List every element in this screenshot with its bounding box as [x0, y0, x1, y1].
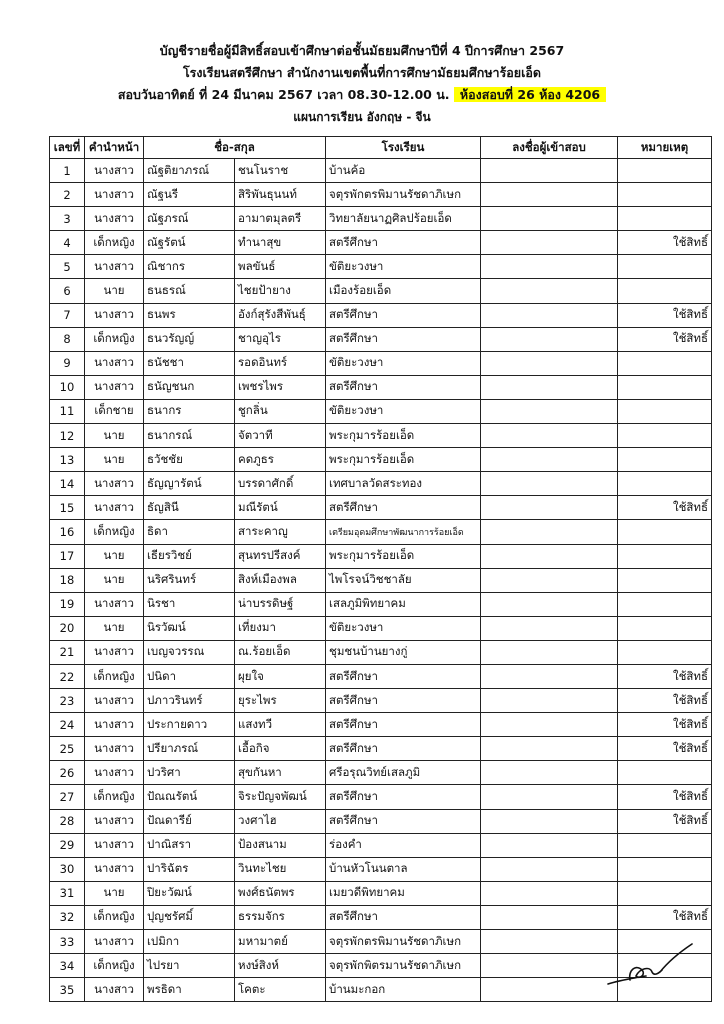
cell-first-name: ปัณณรัตน์: [144, 785, 235, 809]
cell-title: นาย: [85, 279, 144, 303]
cell-school: จตุรพักตรพิมานรัชดาภิเษก: [326, 930, 481, 954]
header-school: โรงเรียน: [326, 137, 481, 159]
cell-title: นางสาว: [85, 159, 144, 183]
cell-last-name: สุขกันหา: [235, 761, 326, 785]
cell-first-name: ณัฐนรี: [144, 183, 235, 207]
cell-remark: [618, 255, 712, 279]
table-row: [50, 640, 712, 664]
table-row: [50, 207, 712, 231]
cell-no: 18: [50, 568, 85, 592]
cell-title: เด็กหญิง: [85, 231, 144, 255]
table-row: [50, 303, 712, 327]
cell-signature: [481, 905, 618, 929]
table-row: [50, 761, 712, 785]
table-row: [50, 496, 712, 520]
cell-signature: [481, 351, 618, 375]
cell-title: นางสาว: [85, 689, 144, 713]
table-row: [50, 424, 712, 448]
cell-signature: [481, 616, 618, 640]
cell-no: 20: [50, 616, 85, 640]
cell-signature: [481, 255, 618, 279]
study-plan-line: แผนการเรียน อังกฤษ - จีน: [293, 110, 431, 124]
cell-title: นางสาว: [85, 761, 144, 785]
cell-remark: [618, 351, 712, 375]
cell-signature: [481, 640, 618, 664]
cell-title: นางสาว: [85, 255, 144, 279]
cell-last-name: ชูกลิ่น: [235, 399, 326, 423]
cell-signature: [481, 689, 618, 713]
cell-first-name: เปมิกา: [144, 930, 235, 954]
candidate-table: [49, 136, 712, 1002]
cell-school: ขัติยะวงษา: [326, 399, 481, 423]
cell-school: เมืองร้อยเอ็ด: [326, 279, 481, 303]
cell-school: จตุรพักพิตรมานรัชดาภิเษก: [326, 954, 481, 978]
cell-school: บ้านค้อ: [326, 159, 481, 183]
cell-last-name: รอดอินทร์: [235, 351, 326, 375]
cell-signature: [481, 303, 618, 327]
cell-signature: [481, 424, 618, 448]
cell-school: บ้านมะกอก: [326, 978, 481, 1002]
cell-no: 33: [50, 930, 85, 954]
cell-title: นาย: [85, 881, 144, 905]
cell-no: 35: [50, 978, 85, 1002]
cell-school: เสลภูมิพิทยาคม: [326, 592, 481, 616]
cell-remark: [618, 881, 712, 905]
cell-no: 24: [50, 713, 85, 737]
cell-school: สตรีศึกษา: [326, 496, 481, 520]
cell-no: 1: [50, 159, 85, 183]
cell-first-name: ปนิดา: [144, 664, 235, 688]
cell-no: 4: [50, 231, 85, 255]
title-line-2: โรงเรียนสตรีศึกษา สำนักงานเขตพื้นที่การศึกษามัธยมศึกษาร้อยเอ็ด: [182, 65, 542, 80]
table-row: [50, 568, 712, 592]
cell-title: เด็กหญิง: [85, 785, 144, 809]
cell-no: 14: [50, 472, 85, 496]
cell-no: 29: [50, 833, 85, 857]
cell-signature: [481, 327, 618, 351]
cell-last-name: ทำนาสุข: [235, 231, 326, 255]
cell-no: 13: [50, 448, 85, 472]
cell-first-name: ณิชากร: [144, 255, 235, 279]
cell-no: 26: [50, 761, 85, 785]
cell-first-name: ธนธรณ์: [144, 279, 235, 303]
cell-remark: ใช้สิทธิ์: [618, 785, 712, 809]
table-row: [50, 905, 712, 929]
cell-remark: [618, 544, 712, 568]
cell-first-name: ธนากร: [144, 399, 235, 423]
cell-no: 6: [50, 279, 85, 303]
cell-remark: [618, 207, 712, 231]
cell-title: นางสาว: [85, 833, 144, 857]
cell-title: นางสาว: [85, 183, 144, 207]
cell-remark: [618, 448, 712, 472]
cell-no: 32: [50, 905, 85, 929]
cell-signature: [481, 159, 618, 183]
cell-no: 25: [50, 737, 85, 761]
cell-last-name: ไชยป้ายาง: [235, 279, 326, 303]
cell-signature: [481, 930, 618, 954]
table-row: [50, 327, 712, 351]
cell-no: 19: [50, 592, 85, 616]
cell-no: 28: [50, 809, 85, 833]
cell-remark: [618, 424, 712, 448]
cell-first-name: ธนากรณ์: [144, 424, 235, 448]
cell-title: เด็กหญิง: [85, 327, 144, 351]
cell-no: 17: [50, 544, 85, 568]
cell-school: สตรีศึกษา: [326, 303, 481, 327]
cell-no: 11: [50, 399, 85, 423]
cell-last-name: ชาญอุไร: [235, 327, 326, 351]
cell-school: ขัติยะวงษา: [326, 616, 481, 640]
table-row: [50, 351, 712, 375]
cell-title: นางสาว: [85, 303, 144, 327]
cell-remark: [618, 640, 712, 664]
cell-signature: [481, 520, 618, 544]
cell-school: สตรีศึกษา: [326, 737, 481, 761]
cell-school: วิทยาลัยนาฏศิลปร้อยเอ็ด: [326, 207, 481, 231]
cell-signature: [481, 496, 618, 520]
cell-title: นางสาว: [85, 351, 144, 375]
cell-school: ร่องคำ: [326, 833, 481, 857]
cell-school: จตุรพักตรพิมานรัชดาภิเษก: [326, 183, 481, 207]
cell-signature: [481, 544, 618, 568]
table-row: [50, 785, 712, 809]
cell-title: นางสาว: [85, 737, 144, 761]
cell-no: 10: [50, 375, 85, 399]
table-row: [50, 809, 712, 833]
cell-school: เตรียมอุดมศึกษาพัฒนาการร้อยเอ็ด: [326, 520, 481, 544]
cell-last-name: มณีรัตน์: [235, 496, 326, 520]
cell-title: เด็กหญิง: [85, 905, 144, 929]
cell-no: 7: [50, 303, 85, 327]
cell-last-name: จิระปัญจพัฒน์: [235, 785, 326, 809]
cell-remark: [618, 159, 712, 183]
cell-title: นางสาว: [85, 375, 144, 399]
cell-signature: [481, 881, 618, 905]
cell-first-name: ปุญชรัศมิ์: [144, 905, 235, 929]
cell-signature: [481, 978, 618, 1002]
cell-last-name: วินทะไชย: [235, 857, 326, 881]
cell-remark: [618, 520, 712, 544]
header-sign: ลงชื่อผู้เข้าสอบ: [481, 137, 618, 159]
header-title: คำนำหน้า: [85, 137, 144, 159]
cell-first-name: ปรียาภรณ์: [144, 737, 235, 761]
cell-no: 23: [50, 689, 85, 713]
header-no: เลขที่: [50, 137, 85, 159]
cell-school: สตรีศึกษา: [326, 905, 481, 929]
cell-signature: [481, 568, 618, 592]
cell-last-name: เที่ยงมา: [235, 616, 326, 640]
cell-remark: ใช้สิทธิ์: [618, 737, 712, 761]
cell-remark: [618, 279, 712, 303]
cell-title: นางสาว: [85, 809, 144, 833]
cell-first-name: ธนวรัญญ์: [144, 327, 235, 351]
cell-school: เมยวดีพิทยาคม: [326, 881, 481, 905]
cell-last-name: สิริพันธุนนท์: [235, 183, 326, 207]
cell-signature: [481, 809, 618, 833]
table-row: [50, 881, 712, 905]
cell-signature: [481, 399, 618, 423]
cell-no: 27: [50, 785, 85, 809]
cell-last-name: ณ.ร้อยเอ็ด: [235, 640, 326, 664]
header-name: ชื่อ-สกุล: [144, 137, 326, 159]
cell-remark: ใช้สิทธิ์: [618, 713, 712, 737]
cell-remark: [618, 592, 712, 616]
cell-no: 21: [50, 640, 85, 664]
cell-last-name: ยุระไพร: [235, 689, 326, 713]
cell-remark: [618, 568, 712, 592]
table-row: [50, 255, 712, 279]
cell-remark: ใช้สิทธิ์: [618, 905, 712, 929]
table-row: [50, 399, 712, 423]
cell-remark: ใช้สิทธิ์: [618, 809, 712, 833]
cell-last-name: สิงห์เมืองพล: [235, 568, 326, 592]
cell-last-name: จัตวาที: [235, 424, 326, 448]
cell-title: นางสาว: [85, 472, 144, 496]
cell-last-name: น่าบรรดิษฐ์: [235, 592, 326, 616]
table-row: [50, 183, 712, 207]
cell-remark: [618, 761, 712, 785]
cell-no: 22: [50, 664, 85, 688]
cell-first-name: ณัฐรัตน์: [144, 231, 235, 255]
cell-title: เด็กหญิง: [85, 954, 144, 978]
cell-no: 2: [50, 183, 85, 207]
cell-last-name: มหามาตย์: [235, 930, 326, 954]
cell-last-name: ชนโนราช: [235, 159, 326, 183]
cell-no: 12: [50, 424, 85, 448]
cell-school: เทศบาลวัดสระทอง: [326, 472, 481, 496]
cell-title: นางสาว: [85, 857, 144, 881]
cell-remark: [618, 857, 712, 881]
cell-signature: [481, 279, 618, 303]
cell-title: เด็กชาย: [85, 399, 144, 423]
exam-date-line: [0, 84, 724, 106]
header-remark: หมายเหตุ: [618, 137, 712, 159]
cell-first-name: ธนพร: [144, 303, 235, 327]
cell-signature: [481, 592, 618, 616]
cell-first-name: ปภาวรินทร์: [144, 689, 235, 713]
cell-school: พระกุมารร้อยเอ็ด: [326, 544, 481, 568]
document-header: [0, 40, 724, 127]
cell-school: ไพโรจน์วิชชาลัย: [326, 568, 481, 592]
cell-signature: [481, 207, 618, 231]
cell-signature: [481, 713, 618, 737]
cell-title: นาย: [85, 424, 144, 448]
cell-last-name: วงศาไฮ: [235, 809, 326, 833]
cell-first-name: ประกายดาว: [144, 713, 235, 737]
cell-title: นางสาว: [85, 640, 144, 664]
table-row: [50, 472, 712, 496]
cell-last-name: ผุยใจ: [235, 664, 326, 688]
cell-signature: [481, 472, 618, 496]
exam-room-highlight: ห้องสอบที่ 26 ห้อง 4206: [454, 87, 606, 102]
cell-title: นาย: [85, 544, 144, 568]
cell-signature: [481, 183, 618, 207]
cell-title: นาย: [85, 616, 144, 640]
cell-remark: ใช้สิทธิ์: [618, 231, 712, 255]
cell-signature: [481, 664, 618, 688]
cell-last-name: คดภูธร: [235, 448, 326, 472]
table-row: [50, 616, 712, 640]
cell-title: เด็กหญิง: [85, 664, 144, 688]
table-row: [50, 664, 712, 688]
cell-school: สตรีศึกษา: [326, 713, 481, 737]
table-row: [50, 544, 712, 568]
cell-first-name: ปัณดารีย์: [144, 809, 235, 833]
table-row: [50, 159, 712, 183]
cell-school: ขัติยะวงษา: [326, 351, 481, 375]
cell-last-name: อังก์สุรังสีพันธุ์: [235, 303, 326, 327]
cell-school: พระกุมารร้อยเอ็ด: [326, 448, 481, 472]
cell-title: นางสาว: [85, 592, 144, 616]
cell-school: พระกุมารร้อยเอ็ด: [326, 424, 481, 448]
cell-remark: [618, 183, 712, 207]
cell-no: 9: [50, 351, 85, 375]
cell-no: 3: [50, 207, 85, 231]
table-row: [50, 713, 712, 737]
table-row: [50, 375, 712, 399]
cell-no: 16: [50, 520, 85, 544]
cell-remark: ใช้สิทธิ์: [618, 689, 712, 713]
cell-school: สตรีศึกษา: [326, 785, 481, 809]
cell-remark: [618, 472, 712, 496]
cell-school: ศรีอรุณวิทย์เสลภูมิ: [326, 761, 481, 785]
table-row: [50, 448, 712, 472]
cell-first-name: ธวัชชัย: [144, 448, 235, 472]
cell-no: 8: [50, 327, 85, 351]
table-row: [50, 857, 712, 881]
cell-first-name: ธิดา: [144, 520, 235, 544]
cell-last-name: เอื้อกิจ: [235, 737, 326, 761]
cell-title: เด็กหญิง: [85, 520, 144, 544]
cell-first-name: นริศรินทร์: [144, 568, 235, 592]
cell-school: สตรีศึกษา: [326, 231, 481, 255]
cell-school: ชุมชนบ้านยางกู่: [326, 640, 481, 664]
cell-last-name: ป้องสนาม: [235, 833, 326, 857]
cell-first-name: ไปรยา: [144, 954, 235, 978]
cell-first-name: พรธิดา: [144, 978, 235, 1002]
cell-signature: [481, 954, 618, 978]
cell-last-name: สุนทรปรีสงค์: [235, 544, 326, 568]
cell-signature: [481, 231, 618, 255]
cell-first-name: ปวริศา: [144, 761, 235, 785]
cell-signature: [481, 737, 618, 761]
cell-title: นาย: [85, 448, 144, 472]
cell-title: นางสาว: [85, 930, 144, 954]
signature-mark: [606, 940, 694, 988]
cell-first-name: ณัฐติยาภรณ์: [144, 159, 235, 183]
cell-first-name: นิรวัฒน์: [144, 616, 235, 640]
cell-school: สตรีศึกษา: [326, 375, 481, 399]
cell-school: สตรีศึกษา: [326, 689, 481, 713]
cell-title: นางสาว: [85, 496, 144, 520]
title-line-1: บัญชีรายชื่อผู้มีสิทธิ์สอบเข้าศึกษาต่อชั้นมัธยมศึกษาปีที่ 4 ปีการศึกษา 2567: [159, 43, 565, 58]
cell-first-name: ณัฐภรณ์: [144, 207, 235, 231]
table-row: [50, 833, 712, 857]
cell-last-name: สาระคาญู: [235, 520, 326, 544]
cell-last-name: ธรรมจักร: [235, 905, 326, 929]
table-row: [50, 737, 712, 761]
cell-first-name: ธัญญารัตน์: [144, 472, 235, 496]
cell-first-name: นิรชา: [144, 592, 235, 616]
cell-first-name: ธนัญชนก: [144, 375, 235, 399]
cell-remark: ใช้สิทธิ์: [618, 303, 712, 327]
cell-title: นางสาว: [85, 207, 144, 231]
cell-no: 15: [50, 496, 85, 520]
cell-remark: ใช้สิทธิ์: [618, 664, 712, 688]
table-body: [50, 159, 712, 1002]
table-row: [50, 231, 712, 255]
cell-signature: [481, 761, 618, 785]
cell-no: 30: [50, 857, 85, 881]
cell-last-name: บรรดาศักดิ์: [235, 472, 326, 496]
cell-school: สตรีศึกษา: [326, 327, 481, 351]
cell-signature: [481, 375, 618, 399]
cell-no: 5: [50, 255, 85, 279]
table-row: [50, 520, 712, 544]
cell-no: 31: [50, 881, 85, 905]
table-row: [50, 592, 712, 616]
cell-signature: [481, 833, 618, 857]
cell-signature: [481, 448, 618, 472]
cell-first-name: ปิยะวัฒน์: [144, 881, 235, 905]
exam-date-text: สอบวันอาทิตย์ ที่ 24 มีนาคม 2567 เวลา 08.30-12.00 น.: [117, 87, 450, 102]
table-row: [50, 689, 712, 713]
cell-last-name: แสงทวี: [235, 713, 326, 737]
cell-last-name: พงศ์ธนัตพร: [235, 881, 326, 905]
cell-remark: [618, 616, 712, 640]
cell-remark: [618, 833, 712, 857]
cell-signature: [481, 857, 618, 881]
cell-first-name: ปาณิสรา: [144, 833, 235, 857]
cell-title: นาย: [85, 568, 144, 592]
cell-title: นางสาว: [85, 713, 144, 737]
cell-first-name: เธียรวิชย์: [144, 544, 235, 568]
cell-no: 34: [50, 954, 85, 978]
cell-last-name: หงษ์สิงห์: [235, 954, 326, 978]
cell-remark: [618, 399, 712, 423]
cell-school: สตรีศึกษา: [326, 809, 481, 833]
table-header-row: [50, 137, 712, 159]
cell-first-name: ปาริฉัตร: [144, 857, 235, 881]
cell-first-name: เบญจวรรณ: [144, 640, 235, 664]
cell-first-name: ธัญสินี: [144, 496, 235, 520]
cell-remark: ใช้สิทธิ์: [618, 496, 712, 520]
cell-school: บ้านหัวโนนตาล: [326, 857, 481, 881]
cell-first-name: ธนัชชา: [144, 351, 235, 375]
cell-last-name: พลขันธ์: [235, 255, 326, 279]
cell-school: ขัติยะวงษา: [326, 255, 481, 279]
cell-title: นางสาว: [85, 978, 144, 1002]
cell-last-name: อามาตมุลตรี: [235, 207, 326, 231]
table-row: [50, 279, 712, 303]
cell-last-name: โคตะ: [235, 978, 326, 1002]
cell-school: สตรีศึกษา: [326, 664, 481, 688]
cell-remark: ใช้สิทธิ์: [618, 327, 712, 351]
cell-last-name: เพชรไพร: [235, 375, 326, 399]
cell-remark: [618, 375, 712, 399]
cell-signature: [481, 785, 618, 809]
